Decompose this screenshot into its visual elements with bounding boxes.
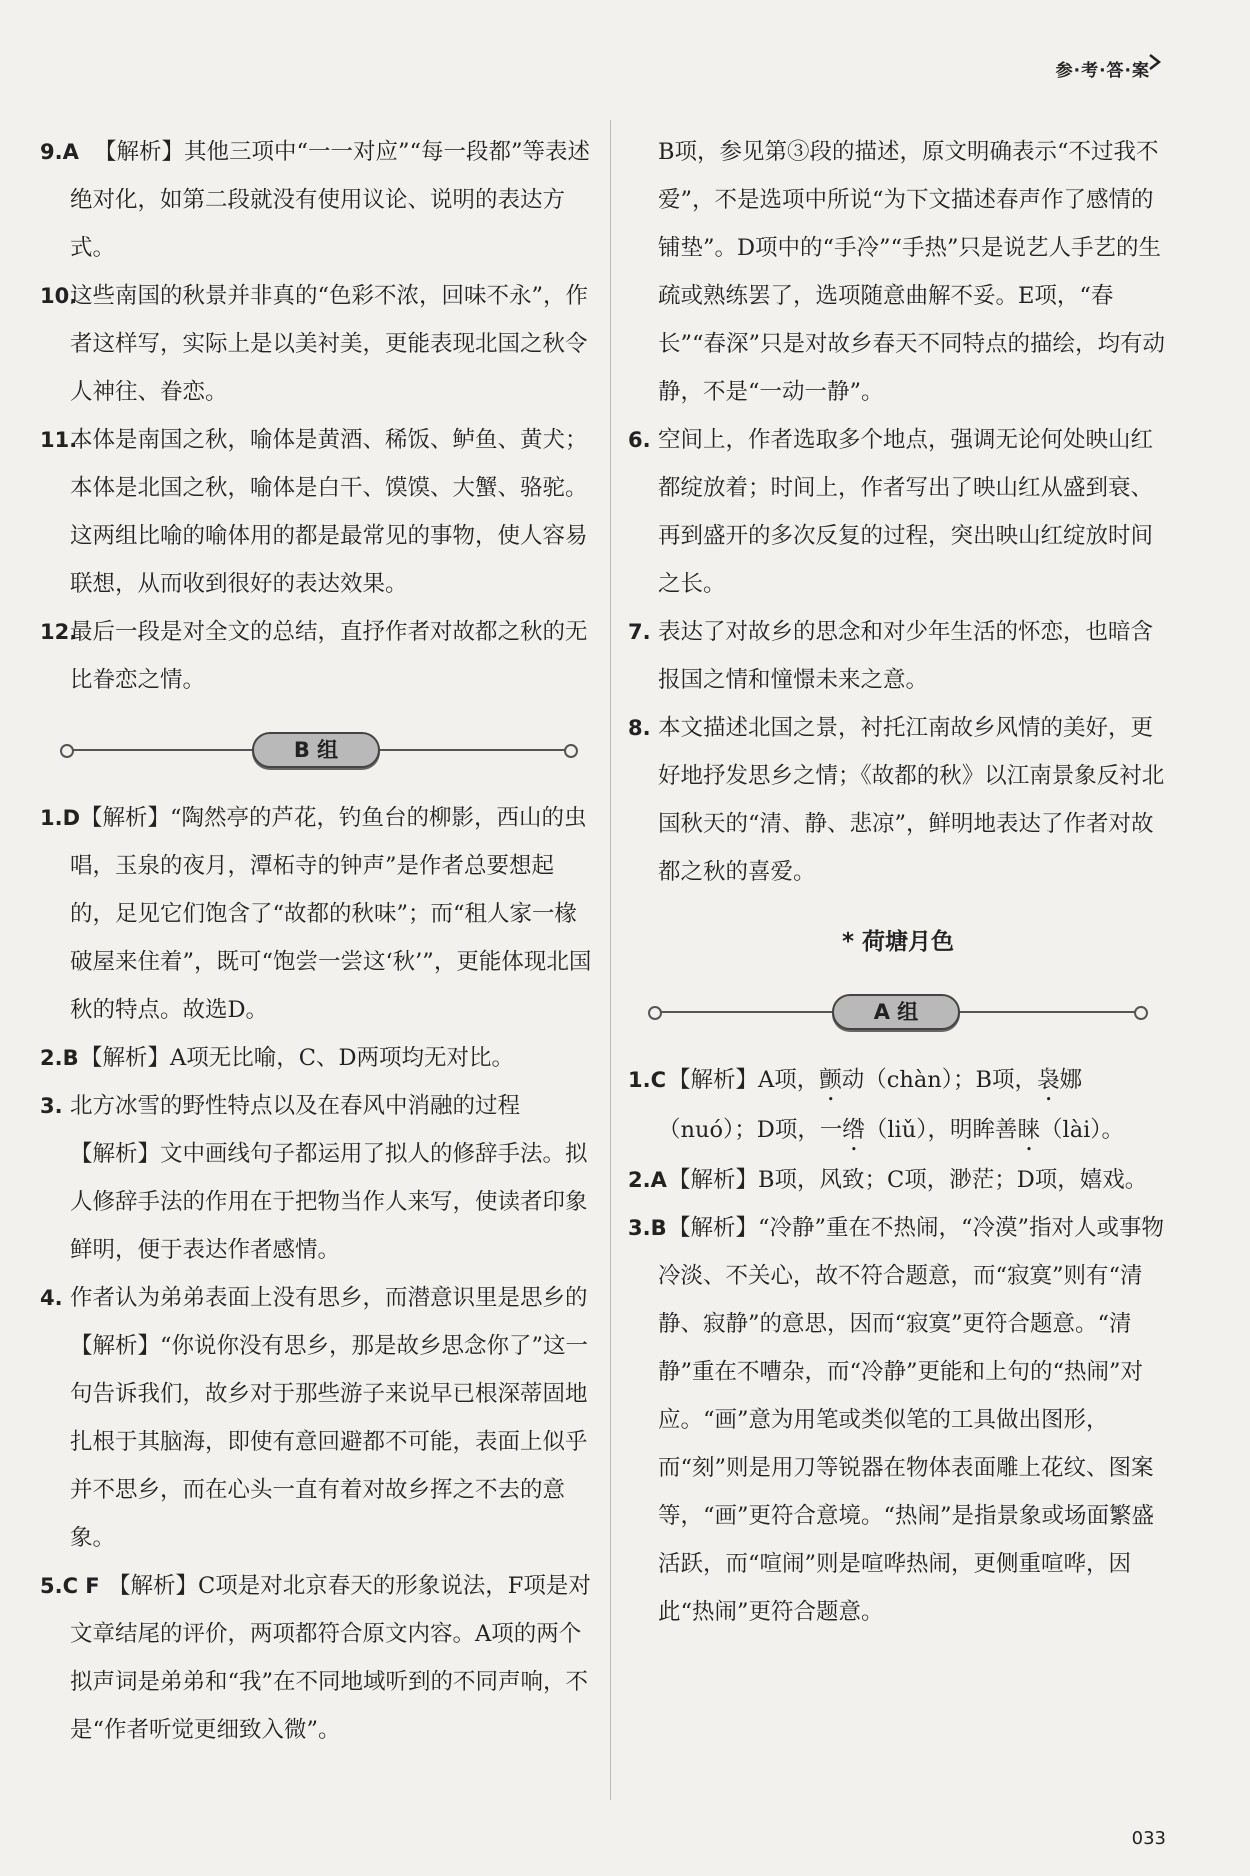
page-number: 033 (1131, 1828, 1166, 1849)
answer-number: 1.D (40, 806, 81, 830)
divider-dot (60, 744, 74, 758)
emphasized-char: 绺 (842, 1117, 865, 1143)
emphasized-char: 睐 (1017, 1117, 1040, 1143)
answer-continuation (628, 128, 1168, 416)
answer-item (628, 416, 1168, 608)
answer-number: 9.A (40, 140, 79, 164)
answer-text: B项，参见第③段的描述，原文明确表示“不过我不爱”，不是选项中所说“为下文描述春声作了感情的铺垫”。D项中的“手冷”“手热”只是说艺人手艺的生疏或熟练罢了，选项随意曲解不妥。E项，“春长”“春深”只是对故乡春天不同特点的描绘，均有动静，不是“一动一静”。 (658, 139, 1166, 405)
answer-text-part: 动（chàn）；B项， (841, 1067, 1038, 1093)
divider-dot (564, 744, 578, 758)
answer-item (40, 608, 598, 704)
answer-number: 8. (628, 716, 651, 740)
answer-text-part: 【解析】A项， (668, 1067, 820, 1093)
answer-item (40, 1562, 598, 1754)
answer-number: 4. (40, 1286, 63, 1310)
answer-analysis: 【解析】文中画线句子都运用了拟人的修辞手法。拟人修辞手法的作用在于把物当作人来写，使读者印象鲜明，便于表达作者感情。 (70, 1141, 588, 1263)
answer-number: 3. (40, 1094, 63, 1118)
header-label: 参·考·答·案 (1055, 61, 1150, 81)
answer-number: 3.B (628, 1216, 667, 1240)
answer-item (40, 272, 598, 416)
answer-number: 2.A (628, 1168, 667, 1192)
answer-item (40, 1034, 598, 1082)
answer-text: 北方冰雪的野性特点以及在春风中消融的过程 (70, 1093, 521, 1119)
answer-number: 1.C (628, 1068, 667, 1092)
answer-text: 最后一段是对全文的总结，直抒作者对故都之秋的无比眷恋之情。 (70, 619, 588, 693)
answer-item (40, 416, 598, 608)
divider-dot (648, 1006, 662, 1020)
answer-item (628, 1156, 1168, 1204)
answer-item (40, 1274, 611, 1562)
answer-number: 10. (40, 284, 78, 308)
answer-number: 12. (40, 620, 78, 644)
answer-number: 11. (40, 428, 78, 452)
answer-item (628, 1056, 1168, 1156)
answer-number: 7. (628, 620, 651, 644)
answer-item (40, 1082, 598, 1274)
column-divider (610, 120, 611, 1800)
answer-item (40, 794, 598, 1034)
answer-text: 这些南国的秋景并非真的“色彩不浓，回味不永”，作者这样写，实际上是以美衬美，更能表现北国之秋令人神往、眷恋。 (70, 283, 589, 405)
answer-text: 本文描述北国之景，衬托江南故乡风情的美好，更好地抒发思乡之情；《故都的秋》以江南景象反衬北国秋天的“清、静、悲凉”，鲜明地表达了作者对故都之秋的喜爱。 (658, 715, 1165, 885)
answer-text: 【解析】其他三项中“一一对应”“每一段都”等表述绝对化，如第二段就没有使用议论、说明的表达方式。 (70, 139, 591, 261)
group-b-heading (40, 728, 598, 772)
answer-text: 【解析】A项无比喻，C、D两项均无对比。 (80, 1045, 515, 1071)
answer-text: 【解析】C项是对北京春天的形象说法，F项是对文章结尾的评价，两项都符合原文内容。A项的两个拟声词是弟弟和“我”在不同地域听到的不同声响，不是“作者听觉更细致入微”。 (70, 1573, 591, 1743)
answer-number: 6. (628, 428, 651, 452)
emphasized-char: 袅 (1037, 1067, 1060, 1093)
answer-text: 空间上，作者选取多个地点，强调无论何处映山红都绽放着；时间上，作者写出了映山红从盛到衰、再到盛开的多次反复的过程，突出映山红绽放时间之长。 (658, 427, 1154, 597)
answer-item (628, 704, 1168, 896)
answer-text: 本体是南国之秋，喻体是黄酒、稀饭、鲈鱼、黄犬；本体是北国之秋，喻体是白干、馍馍、大蟹、骆驼。这两组比喻的喻体用的都是最常见的事物，使人容易联想，从而收到很好的表达效果。 (70, 427, 588, 597)
answer-item (628, 1204, 1168, 1636)
group-a-heading (628, 990, 1168, 1034)
group-label: A 组 (832, 994, 960, 1030)
emphasized-char: 颤 (819, 1067, 842, 1093)
answer-item (40, 128, 598, 272)
answer-text: 作者认为弟弟表面上没有思乡，而潜意识里是思乡的 【解析】“你说你没有思乡，那是故乡思念你了”这一句告诉我们，故乡对于那些游子来说早已根深蒂固地扎根于其脑海，即使有意回避都不可能，表面上似乎并不思乡，而在心头一直有着对故乡挥之不去的意象。 (70, 1285, 611, 1551)
group-label: B 组 (252, 732, 380, 768)
answer-text-part: （lài）。 (1040, 1117, 1125, 1143)
answer-number: 5.C F (40, 1574, 100, 1598)
section-title: * 荷塘月色 (841, 929, 955, 955)
chevron-right-icon (1146, 54, 1162, 70)
answer-text: 【解析】“冷静”重在不热闹，“冷漠”指对人或事物冷淡、不关心，故不符合题意，而“寂寞”则有“清静、寂静”的意思，因而“寂寞”更符合题意。“清静”重在不嘈杂，而“冷静”更能和上句的“热闹”对应。“画”意为用笔或类似笔的工具做出图形，而“刻”则是用刀等锐器在物体表面雕上花纹、图案等，“画”更符合意境。“热闹”是指景象或场面繁盛活跃，而“喧闹”则是喧哗热闹，更侧重喧哗，因此“热闹”更符合题意。 (658, 1215, 1165, 1625)
answer-text: 【解析】“陶然亭的芦花，钓鱼台的柳影，西山的虫唱，玉泉的夜月，潭柘寺的钟声”是作者总要想起的，足见它们饱含了“故都的秋味”；而“租人家一椽破屋来住着”，既可“饱尝一尝这‘秋’”，更能体现北国秋的特点。故选D。 (70, 805, 592, 1023)
answer-number: 2.B (40, 1046, 79, 1070)
answer-text-part: （liǔ），明眸善 (864, 1117, 1018, 1143)
left-column (40, 128, 611, 1754)
answer-text-part: 娜（nuó）；D项，一 (658, 1067, 1083, 1143)
divider-dot (1134, 1006, 1148, 1020)
answer-text: 【解析】B项，风致；C项，渺茫；D项，嬉戏。 (668, 1167, 1148, 1193)
answer-item (628, 608, 1168, 704)
right-column (628, 128, 1168, 1636)
answer-text: 表达了对故乡的思念和对少年生活的怀恋，也暗含报国之情和憧憬未来之意。 (658, 619, 1154, 693)
